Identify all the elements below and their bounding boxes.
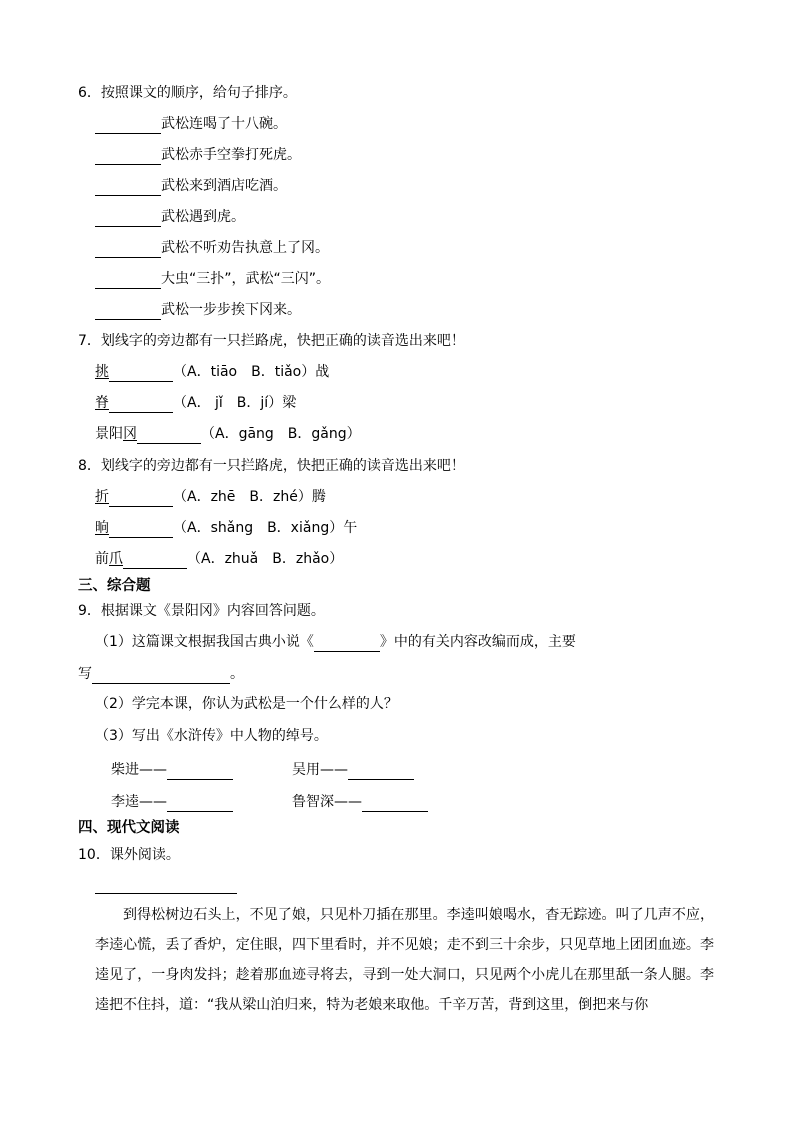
q6-item xyxy=(95,114,287,134)
q6-item xyxy=(95,300,301,320)
passage-title-blank[interactable] xyxy=(95,877,237,894)
q9-part2: （2）学完本课，你认为武松是一个什么样的人？ xyxy=(95,696,398,712)
name-li-kui: 李逵—— xyxy=(111,794,167,810)
name-wu-yong: 吴用—— xyxy=(292,762,348,778)
q7-word-prefix: 景阳 xyxy=(95,426,123,442)
q7-choices: （A．tiāo B．tiǎo） xyxy=(173,364,316,380)
q7-answer-blank[interactable] xyxy=(109,396,173,413)
q7-word-suffix: 梁 xyxy=(282,395,297,411)
q9-part1-c: 写 xyxy=(78,666,92,682)
q6-item xyxy=(95,238,329,258)
q6-order-blank[interactable] xyxy=(95,210,161,227)
q9-title: 9．根据课文《景阳冈》内容回答问题。 xyxy=(78,603,325,619)
nickname-blank-chai-jin[interactable] xyxy=(167,763,233,780)
q8-title: 8．划线字的旁边都有一只拦路虎，快把正确的读音选出来吧！ xyxy=(78,458,465,474)
q7-underlined-char: 挑 xyxy=(95,364,109,380)
name-chai-jin: 柴进—— xyxy=(111,762,167,778)
q8-choices: （A．zhē B．zhé） xyxy=(173,489,312,505)
q6-item-text: 武松不听劝告执意上了冈。 xyxy=(161,240,329,256)
q8-choices: （A．zhuǎ B．zhǎo） xyxy=(187,551,344,567)
q6-item-text: 武松连喝了十八碗。 xyxy=(161,116,287,132)
q7-item xyxy=(95,424,361,444)
nickname-row xyxy=(292,792,428,812)
q9-content-blank[interactable] xyxy=(92,667,230,684)
nickname-row xyxy=(111,760,233,780)
q7-choices: （A．gāng B．gǎng） xyxy=(201,426,361,442)
name-lu-zhishen: 鲁智深—— xyxy=(292,794,362,810)
q8-item xyxy=(95,518,357,538)
nickname-blank-wu-yong[interactable] xyxy=(348,763,414,780)
q7-answer-blank[interactable] xyxy=(109,365,173,382)
q6-order-blank[interactable] xyxy=(95,179,161,196)
q8-item xyxy=(95,487,326,507)
q6-order-blank[interactable] xyxy=(95,148,161,165)
q9-part1-line1 xyxy=(95,632,576,652)
q6-item xyxy=(95,145,301,165)
q8-word-prefix: 前 xyxy=(95,551,109,567)
q7-item xyxy=(95,362,329,382)
nickname-row xyxy=(111,792,233,812)
q6-item-text: 武松一步步挨下冈来。 xyxy=(161,302,301,318)
q6-order-blank[interactable] xyxy=(95,272,161,289)
nickname-blank-li-kui[interactable] xyxy=(167,795,233,812)
section-3-heading: 三、综合题 xyxy=(78,578,151,594)
q8-underlined-char: 爪 xyxy=(109,551,123,567)
q6-item-text: 武松赤手空拳打死虎。 xyxy=(161,147,301,163)
q9-book-blank[interactable] xyxy=(314,635,380,652)
q8-underlined-char: 折 xyxy=(95,489,109,505)
q6-order-blank[interactable] xyxy=(95,117,161,134)
q7-underlined-char: 冈 xyxy=(123,426,137,442)
nickname-blank-lu-zhishen[interactable] xyxy=(362,795,428,812)
q10-title: 10．课外阅读。 xyxy=(78,847,180,863)
q6-item xyxy=(95,207,245,227)
q10-title-blank-row xyxy=(95,874,237,894)
q6-order-blank[interactable] xyxy=(95,303,161,320)
q8-word-suffix: 腾 xyxy=(311,489,326,505)
q6-order-blank[interactable] xyxy=(95,241,161,258)
section-4-heading: 四、现代文阅读 xyxy=(78,820,180,836)
q6-item xyxy=(95,176,287,196)
q7-title: 7．划线字的旁边都有一只拦路虎，快把正确的读音选出来吧！ xyxy=(78,333,465,349)
q7-underlined-char: 脊 xyxy=(95,395,109,411)
q8-underlined-char: 晌 xyxy=(95,520,109,536)
q7-choices: （A． jǐ B．jí） xyxy=(173,395,283,411)
q6-item xyxy=(95,269,330,289)
q6-title: 6．按照课文的顺序，给句子排序。 xyxy=(78,85,297,101)
nickname-row xyxy=(292,760,414,780)
q9-part3: （3）写出《水浒传》中人物的绰号。 xyxy=(95,728,328,744)
q8-answer-blank[interactable] xyxy=(109,521,173,538)
q9-part1-a: （1）这篇课文根据我国古典小说《 xyxy=(95,634,314,650)
q8-answer-blank[interactable] xyxy=(109,490,173,507)
q8-answer-blank[interactable] xyxy=(123,552,187,569)
q8-choices: （A．shǎng B．xiǎng） xyxy=(173,520,344,536)
reading-passage: 到得松树边石头上，不见了娘，只见朴刀插在那里。李逵叫娘喝水，杳无踪迹。叫了几声不应，李逵心慌，丢了香炉，定住眼，四下里看时，并不见娘；走不到三十余步，只见草地上团团血迹。李逵见了，一身肉发抖；趁着那血迹寻将去，寻到一处大洞口，只见两个小虎儿在那里舐一条人腿。李逵把不住抖，道：“我从梁山泊归来，特为老娘来取他。千辛万苦，背到这里，倒把来与你 xyxy=(95,907,714,1013)
q8-word-suffix: 午 xyxy=(343,520,358,536)
q7-word-suffix: 战 xyxy=(315,364,330,380)
q6-item-text: 大虫“三扑”，武松“三闪”。 xyxy=(161,271,331,287)
q6-item-text: 武松来到酒店吃酒。 xyxy=(161,178,287,194)
q9-part1-d: 。 xyxy=(230,666,244,682)
q9-part1-b: 》中的有关内容改编而成，主要 xyxy=(379,634,576,650)
q6-item-text: 武松遇到虎。 xyxy=(161,209,245,225)
q8-item xyxy=(95,549,343,569)
q7-answer-blank[interactable] xyxy=(137,427,201,444)
q7-item xyxy=(95,393,296,413)
q9-part1-line2 xyxy=(78,664,244,684)
